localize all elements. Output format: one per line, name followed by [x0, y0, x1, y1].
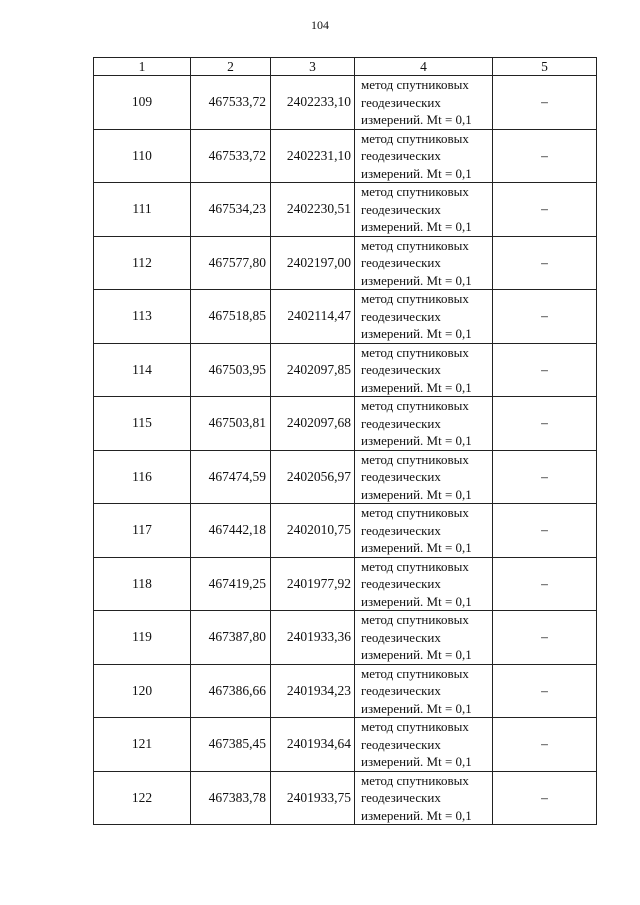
- y-coordinate-cell: 2401934,64: [271, 718, 355, 772]
- method-line: геодезических: [361, 790, 441, 805]
- y-coordinate-cell: 2401977,92: [271, 557, 355, 611]
- note-cell: –: [493, 771, 597, 825]
- y-coordinate-cell: 2402114,47: [271, 290, 355, 344]
- x-coordinate-cell: 467533,72: [191, 129, 271, 183]
- method-line: метод спутниковых: [361, 77, 469, 92]
- table-row: [94, 183, 597, 237]
- method-cell: [355, 504, 493, 558]
- note-cell: –: [493, 343, 597, 397]
- point-number-cell: 109: [94, 76, 191, 130]
- note-cell: –: [493, 664, 597, 718]
- column-header-1: 1: [94, 58, 191, 76]
- method-line: метод спутниковых: [361, 772, 469, 788]
- method-line: геодезических: [361, 522, 441, 538]
- table-body: [94, 76, 597, 825]
- x-coordinate-cell: 467503,95: [191, 343, 271, 397]
- point-number-cell: 114: [94, 343, 191, 397]
- table-row: [94, 611, 597, 665]
- point-number-cell: 120: [94, 664, 191, 718]
- column-header-3: 3: [271, 58, 355, 76]
- x-coordinate-cell: 467533,72: [191, 76, 271, 130]
- x-coordinate-cell: 467385,45: [191, 718, 271, 772]
- method-line: геодезических: [361, 415, 441, 431]
- x-coordinate-cell: 467386,66: [191, 664, 271, 718]
- method-line: метод спутниковых: [361, 237, 469, 253]
- method-cell: [355, 236, 493, 290]
- point-number-cell: 116: [94, 450, 191, 504]
- method-line: геодезических: [361, 308, 441, 324]
- y-coordinate-cell: 2402056,97: [271, 450, 355, 504]
- method-line: измерений. Mt = 0,1: [361, 165, 472, 181]
- y-coordinate-cell: 2401933,36: [271, 611, 355, 665]
- page-number: 104: [311, 18, 329, 32]
- note-cell: –: [493, 397, 597, 451]
- method-line: метод спутниковых: [361, 291, 469, 306]
- method-cell: [355, 183, 493, 237]
- method-line: измерений. Mt = 0,1: [361, 433, 472, 448]
- x-coordinate-cell: 467442,18: [191, 504, 271, 558]
- method-line: геодезических: [361, 629, 441, 645]
- note-cell: –: [493, 557, 597, 611]
- method-line: геодезических: [361, 683, 441, 698]
- method-cell: [355, 557, 493, 611]
- x-coordinate-cell: 467534,23: [191, 183, 271, 237]
- method-cell: [355, 611, 493, 665]
- note-cell: –: [493, 450, 597, 504]
- point-number-cell: 112: [94, 236, 191, 290]
- point-number-cell: 113: [94, 290, 191, 344]
- method-line: геодезических: [361, 148, 441, 163]
- method-line: геодезических: [361, 255, 441, 270]
- method-cell: [355, 397, 493, 451]
- column-header-4: 4: [355, 58, 493, 76]
- point-number-cell: 119: [94, 611, 191, 665]
- method-line: метод спутниковых: [361, 344, 469, 360]
- method-line: измерений. Mt = 0,1: [361, 647, 472, 662]
- x-coordinate-cell: 467383,78: [191, 771, 271, 825]
- note-cell: –: [493, 290, 597, 344]
- y-coordinate-cell: 2402230,51: [271, 183, 355, 237]
- method-cell: [355, 450, 493, 504]
- point-number-cell: 115: [94, 397, 191, 451]
- y-coordinate-cell: 2401933,75: [271, 771, 355, 825]
- y-coordinate-cell: 2402197,00: [271, 236, 355, 290]
- y-coordinate-cell: 2402233,10: [271, 76, 355, 130]
- method-line: геодезических: [361, 201, 441, 217]
- method-line: метод спутниковых: [361, 612, 469, 627]
- method-line: измерений. Mt = 0,1: [361, 540, 472, 555]
- method-line: геодезических: [361, 576, 441, 591]
- y-coordinate-cell: 2402010,75: [271, 504, 355, 558]
- method-line: измерений. Mt = 0,1: [361, 219, 472, 234]
- note-cell: –: [493, 611, 597, 665]
- method-line: измерений. Mt = 0,1: [361, 112, 472, 127]
- method-line: метод спутниковых: [361, 665, 469, 681]
- method-line: геодезических: [361, 362, 441, 377]
- table-row: [94, 76, 597, 130]
- table-row: [94, 450, 597, 504]
- point-number-cell: 118: [94, 557, 191, 611]
- method-line: метод спутниковых: [361, 558, 469, 574]
- table-row: [94, 664, 597, 718]
- x-coordinate-cell: 467419,25: [191, 557, 271, 611]
- method-cell: [355, 664, 493, 718]
- column-header-5: 5: [493, 58, 597, 76]
- point-number-cell: 122: [94, 771, 191, 825]
- table-header-row: [94, 58, 597, 76]
- method-cell: [355, 343, 493, 397]
- point-number-cell: 111: [94, 183, 191, 237]
- table-row: [94, 236, 597, 290]
- table-row: [94, 718, 597, 772]
- column-header-2: 2: [191, 58, 271, 76]
- x-coordinate-cell: 467503,81: [191, 397, 271, 451]
- method-cell: [355, 718, 493, 772]
- method-line: метод спутниковых: [361, 130, 469, 146]
- method-line: метод спутниковых: [361, 184, 469, 199]
- x-coordinate-cell: 467387,80: [191, 611, 271, 665]
- method-line: измерений. Mt = 0,1: [361, 326, 472, 341]
- table-row: [94, 290, 597, 344]
- note-cell: –: [493, 504, 597, 558]
- note-cell: –: [493, 236, 597, 290]
- method-line: измерений. Mt = 0,1: [361, 272, 472, 288]
- method-line: измерений. Mt = 0,1: [361, 379, 472, 395]
- table-row: [94, 397, 597, 451]
- method-cell: [355, 771, 493, 825]
- table-row: [94, 129, 597, 183]
- method-line: геодезических: [361, 94, 441, 110]
- table-row: [94, 504, 597, 558]
- method-line: измерений. Mt = 0,1: [361, 593, 472, 609]
- method-line: метод спутниковых: [361, 398, 469, 413]
- note-cell: –: [493, 129, 597, 183]
- method-line: измерений. Mt = 0,1: [361, 700, 472, 716]
- y-coordinate-cell: 2402097,68: [271, 397, 355, 451]
- y-coordinate-cell: 2401934,23: [271, 664, 355, 718]
- method-line: измерений. Mt = 0,1: [361, 754, 472, 769]
- point-number-cell: 117: [94, 504, 191, 558]
- table-row: [94, 557, 597, 611]
- method-line: геодезических: [361, 469, 441, 484]
- method-line: метод спутниковых: [361, 719, 469, 734]
- y-coordinate-cell: 2402231,10: [271, 129, 355, 183]
- method-line: измерений. Mt = 0,1: [361, 807, 472, 823]
- method-cell: [355, 129, 493, 183]
- coordinates-table: [93, 57, 597, 825]
- method-cell: [355, 76, 493, 130]
- method-line: измерений. Mt = 0,1: [361, 486, 472, 502]
- note-cell: –: [493, 183, 597, 237]
- note-cell: –: [493, 718, 597, 772]
- method-line: геодезических: [361, 736, 441, 752]
- x-coordinate-cell: 467474,59: [191, 450, 271, 504]
- note-cell: –: [493, 76, 597, 130]
- y-coordinate-cell: 2402097,85: [271, 343, 355, 397]
- point-number-cell: 121: [94, 718, 191, 772]
- table-row: [94, 343, 597, 397]
- x-coordinate-cell: 467577,80: [191, 236, 271, 290]
- table-row: [94, 771, 597, 825]
- x-coordinate-cell: 467518,85: [191, 290, 271, 344]
- method-line: метод спутниковых: [361, 451, 469, 467]
- point-number-cell: 110: [94, 129, 191, 183]
- method-line: метод спутниковых: [361, 505, 469, 520]
- method-cell: [355, 290, 493, 344]
